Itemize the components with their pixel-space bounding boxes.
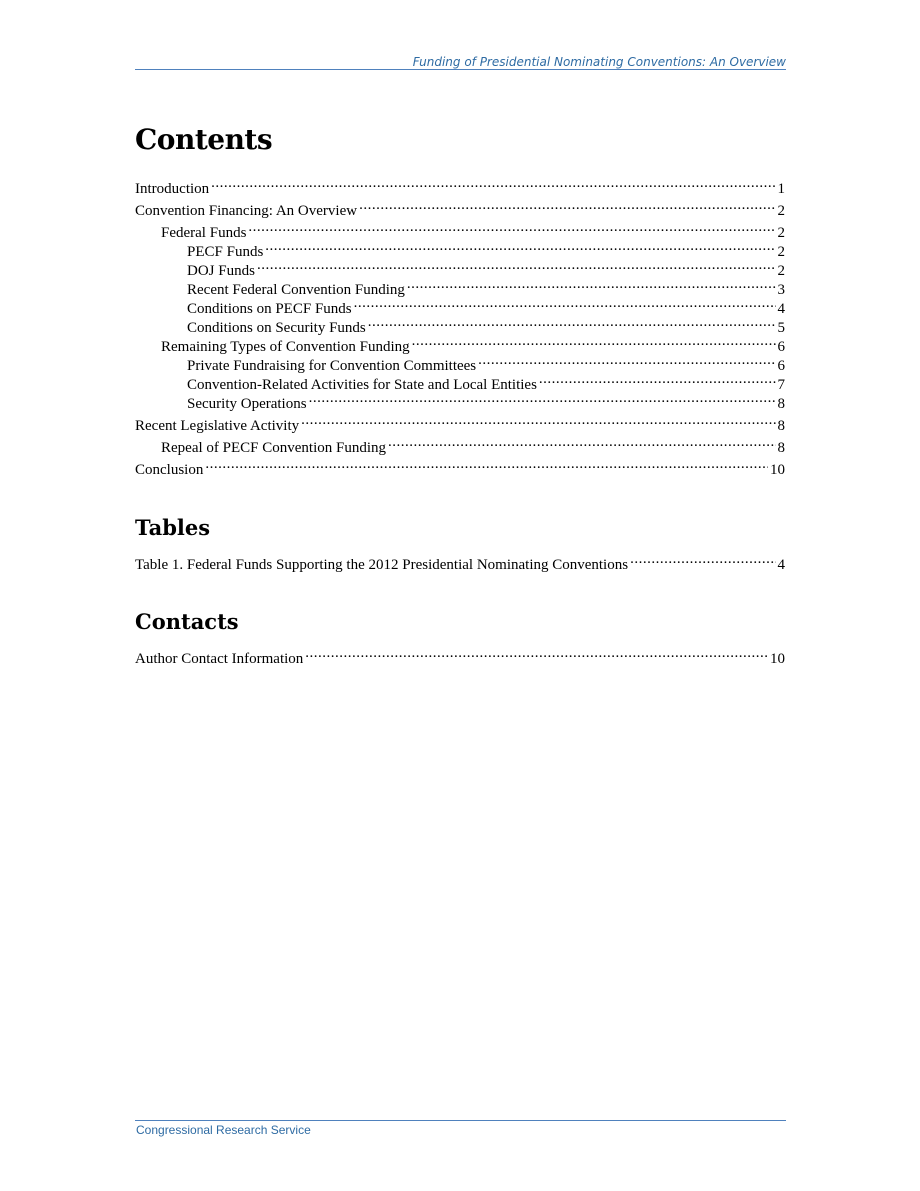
toc-entry-label: Remaining Types of Convention Funding: [161, 339, 410, 355]
toc-entry-label: Recent Federal Convention Funding: [187, 282, 405, 298]
toc-entry-page: 8: [777, 396, 785, 412]
toc-entry-label: Introduction: [135, 181, 210, 197]
toc-entry-label: Convention Financing: An Overview: [135, 203, 358, 219]
toc-entry-author-contact[interactable]: [135, 644, 785, 667]
footer-rule: [135, 1120, 786, 1121]
toc-entry-table-1[interactable]: [135, 550, 785, 573]
header-rule: [135, 69, 786, 70]
dot-leader: [211, 174, 775, 193]
toc-entry-convention-financing[interactable]: [135, 196, 785, 219]
toc-entry-page: 7: [777, 377, 785, 393]
contents-heading: Contents: [135, 123, 273, 156]
toc-entry-page: 5: [777, 320, 785, 336]
dot-leader: [309, 389, 776, 408]
toc-entry-page: 2: [777, 225, 785, 241]
toc-entry-label: PECF Funds: [187, 244, 264, 260]
toc-entry-label: Federal Funds: [161, 225, 247, 241]
contacts-heading: Contacts: [135, 609, 239, 634]
toc-entry-page: 2: [777, 203, 785, 219]
dot-leader: [359, 196, 775, 215]
toc-entry-page: 4: [777, 557, 785, 573]
dot-leader: [630, 550, 775, 569]
tables-heading: Tables: [135, 515, 211, 540]
toc-entry-label: Private Fundraising for Convention Committees: [187, 358, 477, 374]
dot-leader: [478, 351, 775, 370]
dot-leader: [305, 644, 768, 663]
toc-entry-label: Author Contact Information: [135, 651, 304, 667]
toc-entry-label: Security Operations: [187, 396, 307, 412]
toc-entry-page: 8: [777, 418, 785, 434]
dot-leader: [265, 237, 775, 256]
tables-list: [135, 550, 785, 573]
dot-leader: [257, 256, 776, 275]
dot-leader: [388, 433, 776, 452]
toc-entry-conclusion[interactable]: [135, 455, 785, 478]
dot-leader: [412, 332, 776, 351]
toc-entry-introduction[interactable]: [135, 174, 785, 197]
toc-entry-page: 6: [777, 358, 785, 374]
toc-entry-page: 4: [777, 301, 785, 317]
toc-entry-page: 6: [777, 339, 785, 355]
running-header: Funding of Presidential Nominating Conventions: An Overview: [412, 55, 786, 69]
toc-entry-page: 8: [777, 440, 785, 456]
toc-entry-label: Table 1. Federal Funds Supporting the 2012 Presidential Nominating Conventions: [135, 557, 629, 573]
dot-leader: [205, 455, 768, 474]
toc-entry-label: Repeal of PECF Convention Funding: [161, 440, 386, 456]
dot-leader: [368, 313, 776, 332]
toc-entry-label: Convention-Related Activities for State and Local Entities: [187, 377, 537, 393]
dot-leader: [248, 218, 775, 237]
toc-entry-page: 2: [777, 244, 785, 260]
contents-list: [135, 174, 785, 478]
running-footer: Congressional Research Service: [136, 1123, 311, 1137]
toc-entry-label: Conditions on Security Funds: [187, 320, 366, 336]
toc-entry-label: Recent Legislative Activity: [135, 418, 300, 434]
toc-entry-label: DOJ Funds: [187, 263, 255, 279]
toc-entry-page: 2: [777, 263, 785, 279]
toc-entry-label: Conditions on PECF Funds: [187, 301, 352, 317]
toc-entry-page: 10: [770, 651, 785, 667]
dot-leader: [539, 370, 776, 389]
toc-entry-page: 1: [777, 181, 785, 197]
toc-entry-page: 3: [777, 282, 785, 298]
toc-entry-page: 10: [770, 462, 785, 478]
dot-leader: [301, 411, 775, 430]
dot-leader: [407, 275, 776, 294]
dot-leader: [354, 294, 776, 313]
contacts-list: [135, 644, 785, 667]
toc-entry-label: Conclusion: [135, 462, 204, 478]
